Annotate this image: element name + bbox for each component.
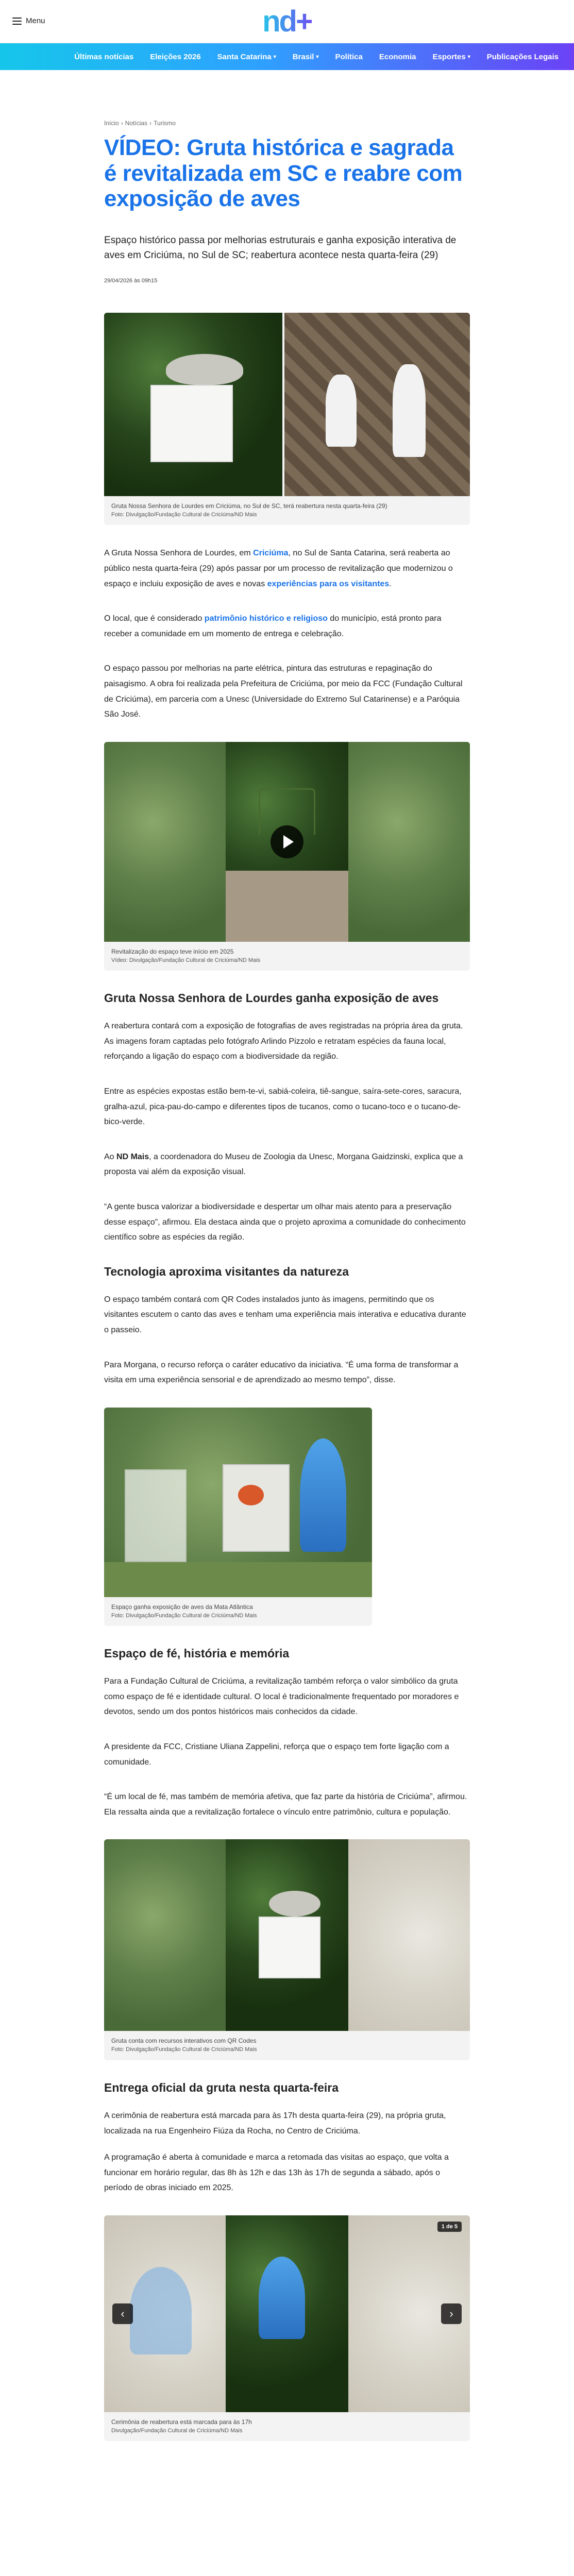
video-embed (104, 742, 470, 971)
nav-item[interactable]: Brasil ▾ (292, 52, 319, 61)
chevron-down-icon: ▾ (316, 54, 319, 60)
nav-item[interactable]: Publicações Legais (486, 52, 559, 61)
figure-3 (104, 1839, 470, 2060)
photo-qr-codes[interactable] (104, 1839, 470, 2031)
paragraph: “É um local de fé, mas também de memória afetiva, que faz parte da história de Criciúma”, afirmou. Ela ressalta ainda que a revitalização fortalece o vínculo entre patrimônio, cultura e população. (104, 1792, 467, 1817)
paragraph: A programação é aberta à comunidade e marca a retomada das visitas ao espaço, que volta a funcionar em horário regular, das 8h às 12h e das 13h às 17h de segunda a sábado, após o período de obras iniciado em 2025. (104, 2153, 449, 2193)
link-patrimonio[interactable]: patrimônio histórico e religioso (204, 614, 328, 623)
breadcrumb (104, 120, 470, 127)
photo-gallery (104, 2215, 470, 2442)
breadcrumb-item[interactable]: Notícias (125, 120, 148, 127)
publish-date: 29/04/2026 às 09h15 (104, 277, 158, 284)
video-credit: Vídeo: Divulgação/Fundação Cultural de Criciúma/ND Mais (111, 957, 261, 963)
nav-item[interactable]: Santa Catarina ▾ (217, 52, 276, 61)
breadcrumb-item[interactable]: Início (104, 120, 119, 127)
gallery-prev-button[interactable] (112, 2303, 133, 2324)
nav-item[interactable]: Economia (379, 52, 416, 61)
figure-1-credit: Foto: Divulgação/Fundação Cultural de Criciúma/ND Mais (111, 511, 257, 518)
breadcrumb-item[interactable]: Turismo (154, 120, 176, 127)
paragraph: A Gruta Nossa Senhora de Lourdes, em Criciúma, no Sul de Santa Catarina, será reaberta ao público nesta quarta-feira (29) após passar por um processo de revitalização que modernizou o espaço e incluiu exposição de aves e novas experiências para os visitantes. (104, 549, 453, 588)
chevron-left-icon: ‹ (121, 2307, 125, 2320)
nav-item[interactable]: Esportes ▾ (432, 52, 470, 61)
breadcrumb-separator: › (149, 120, 152, 127)
paragraph: “A gente busca valorizar a biodiversidade e despertar um olhar mais atento para a preservação desse espaço”, afirmou. Ela destaca ainda que o projeto aproxima a comunidade do conhecimento científico sobre as espécies da região. (104, 1202, 466, 1242)
nav-item[interactable]: Últimas notícias (74, 52, 134, 61)
video-caption: Revitalização do espaço teve início em 2025 (111, 947, 234, 955)
video-player[interactable] (104, 742, 470, 942)
chevron-down-icon: ▾ (273, 54, 276, 60)
paragraph: A presidente da FCC, Cristiane Uliana Zappelini, reforça que o espaço tem forte ligação com a comunidade. (104, 1742, 449, 1767)
paragraph: Para a Fundação Cultural de Criciúma, a revitalização também reforça o valor simbólico da gruta como espaço de fé e identidade cultural. O local é tradicionalmente frequentado por moradores e devotos, sendo um dos pontos históricos mais conhecidos da cidade. (104, 1677, 459, 1717)
menu-button[interactable] (12, 16, 45, 25)
paragraph: O espaço também contará com QR Codes instalados junto às imagens, permitindo que os visitantes escutem o canto das aves e tenham uma experiência mais interativa e educativa durante o passeio. (104, 1295, 466, 1334)
figure-2-credit: Foto: Divulgação/Fundação Cultural de Criciúma/ND Mais (111, 1612, 257, 1619)
section-heading: Entrega oficial da gruta nesta quarta-feira (104, 2080, 339, 2094)
section-heading: Espaço de fé, história e memória (104, 1647, 290, 1660)
figure-3-credit: Foto: Divulgação/Fundação Cultural de Criciúma/ND Mais (111, 2046, 257, 2053)
paragraph: A reabertura contará com a exposição de fotografias de aves registradas na própria área da gruta. As imagens foram captadas pelo fotógrafo Arlindo Pizzolo e retratam espécies da fauna local, reforçando a ligação do espaço com a biodiversidade da região. (104, 1022, 463, 1061)
article-title: VÍDEO: Gruta histórica e sagrada é revitalizada em SC e reabre com exposição de aves (104, 135, 463, 212)
article (104, 70, 470, 2441)
hamburger-icon (12, 18, 22, 25)
link-experiencias[interactable]: experiências para os visitantes (267, 579, 390, 588)
paragraph: A cerimônia de reabertura está marcada para às 17h desta quarta-feira (29), na própria gruta, localizada na rua Engenheiro Fiúza da Rocha, no Centro de Criciúma. (104, 2111, 446, 2136)
main-nav (0, 43, 574, 70)
figure-3-caption: Gruta conta com recursos interativos com QR Codes (111, 2037, 257, 2045)
gallery-caption: Cerimônia de reabertura está marcada para às 17h (111, 2418, 252, 2426)
section-heading: Tecnologia aproxima visitantes da natureza (104, 1264, 349, 1278)
figure-2-caption: Espaço ganha exposição de aves da Mata Atlântica (111, 1603, 253, 1611)
site-logo[interactable] (262, 7, 312, 36)
bold-nd-mais: ND Mais (116, 1152, 149, 1161)
section-heading: Gruta Nossa Senhora de Lourdes ganha exposição de aves (104, 991, 439, 1005)
play-button[interactable] (271, 825, 303, 858)
gallery-slide[interactable] (104, 2215, 470, 2412)
breadcrumb-separator: › (121, 120, 123, 127)
figure-1-caption: Gruta Nossa Senhora de Lourdes em Criciúma, no Sul de SC, terá reabertura nesta quarta-feira (29) (111, 502, 387, 510)
site-header (0, 0, 574, 43)
paragraph: O local, que é considerado patrimônio histórico e religioso do município, está pronto para receber a comunidade em um momento de entrega e celebração. (104, 614, 442, 638)
play-icon (283, 835, 294, 849)
figure-2 (104, 1408, 372, 1626)
nav-item[interactable]: Política (335, 52, 363, 61)
link-criciuma[interactable]: Criciúma (253, 549, 289, 558)
logo-text: nd+ (262, 5, 312, 38)
gallery-counter: 1 de 5 (437, 2222, 462, 2232)
photo-bird-exhibit[interactable] (104, 1408, 372, 1597)
menu-label: Menu (26, 16, 45, 25)
figure-1 (104, 313, 470, 526)
photo-gruta-exhibit[interactable] (104, 313, 470, 496)
paragraph: Entre as espécies expostas estão bem-te-vi, sabiá-coleira, tiê-sangue, saíra-sete-cores, saracura, gralha-azul, pica-pau-do-campo e diferentes tipos de tucanos, como o tucano-toco e o tucano-de-bico-verde. (104, 1087, 462, 1127)
paragraph: Ao ND Mais, a coordenadora do Museu de Zoologia da Unesc, Morgana Gaidzinski, explica que a proposta vai além da exposição visual. (104, 1152, 463, 1177)
gallery-credit: Divulgação/Fundação Cultural de Criciúma/ND Mais (111, 2427, 243, 2434)
gallery-next-button[interactable] (441, 2303, 462, 2324)
chevron-down-icon: ▾ (467, 54, 470, 60)
nav-item[interactable]: Eleições 2026 (150, 52, 201, 61)
paragraph: Para Morgana, o recurso reforça o caráter educativo da iniciativa. “É uma forma de transformar a visita em uma experiência sensorial e de aprendizado ao mesmo tempo”, disse. (104, 1360, 459, 1385)
paragraph: O espaço passou por melhorias na parte elétrica, pintura das estruturas e repaginação do paisagismo. A obra foi realizada pela Prefeitura de Criciúma, por meio da FCC (Fundação Cultural de Criciúma), em parceria com a Unesc (Universidade do Extremo Sul Catarinense) e a Paróquia São José. (104, 664, 463, 719)
chevron-right-icon: › (449, 2307, 453, 2320)
article-subtitle: Espaço histórico passa por melhorias estruturais e ganha exposição interativa de aves em Criciúma, no Sul de SC; reabertura acontece nesta quarta-feira (29) (104, 235, 457, 261)
